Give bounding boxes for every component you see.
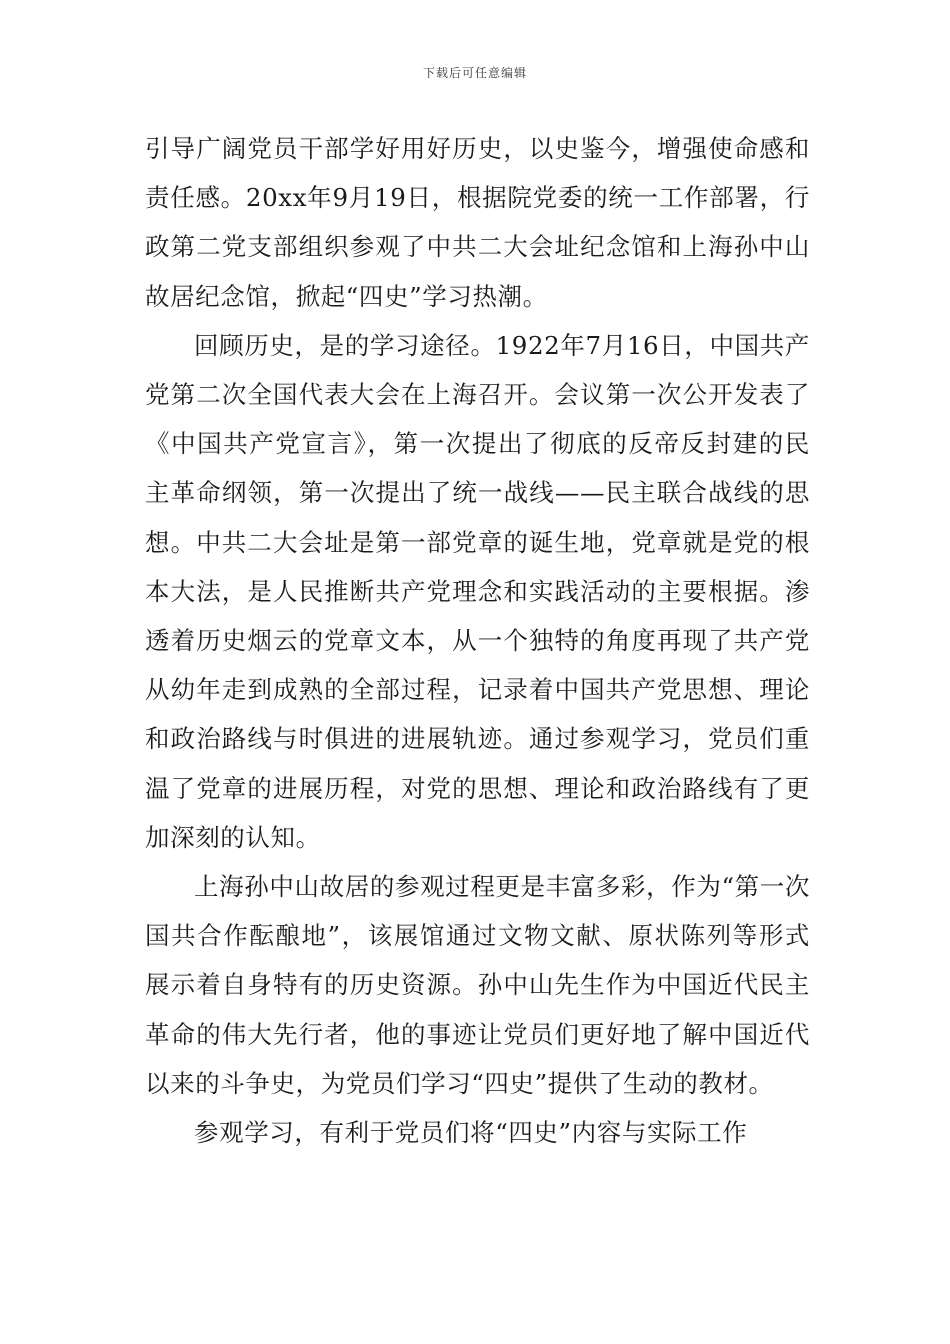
paragraph-1: 引导广阔党员干部学好用好历史，以史鉴今，增强使命感和责任感。20xx年9月19日，根据院党委的统一工作部署，行政第二党支部组织参观了中共二大会址纪念馆和上海孙中山故居纪念馆，掀起“四史”学习热潮。 (145, 134, 810, 311)
paragraph-3: 上海孙中山故居的参观过程更是丰富多彩，作为“第一次国共合作酝酿地”，该展馆通过文物文献、原状陈列等形式展示着自身特有的历史资源。孙中山先生作为中国近代民主革命的伟大先行者，他的事迹让党员们更好地了解中国近代以来的斗争史，为党员们学习“四史”提供了生动的教材。 (145, 872, 810, 1098)
paragraph-4: 参观学习，有利于党员们将“四史”内容与实际工作 (194, 1118, 748, 1148)
document-body (145, 124, 810, 1157)
paragraph-2: 回顾历史，是的学习途径。1922年7月16日，中国共产党第二次全国代表大会在上海召开。会议第一次公开发表了《中国共产党宣言》，第一次提出了彻底的反帝反封建的民主革命纲领，第一次提出了统一战线——民主联合战线的思想。中共二大会址是第一部党章的诞生地，党章就是党的根本大法，是人民推断共产党理念和实践活动的主要根据。渗透着历史烟云的党章文本，从一个独特的角度再现了共产党从幼年走到成熟的全部过程，记录着中国共产党思想、理论和政治路线与时俱进的进展轨迹。通过参观学习，党员们重温了党章的进展历程，对党的思想、理论和政治路线有了更加深刻的认知。 (145, 330, 810, 852)
page-header: 下载后可任意编辑 (422, 66, 527, 80)
